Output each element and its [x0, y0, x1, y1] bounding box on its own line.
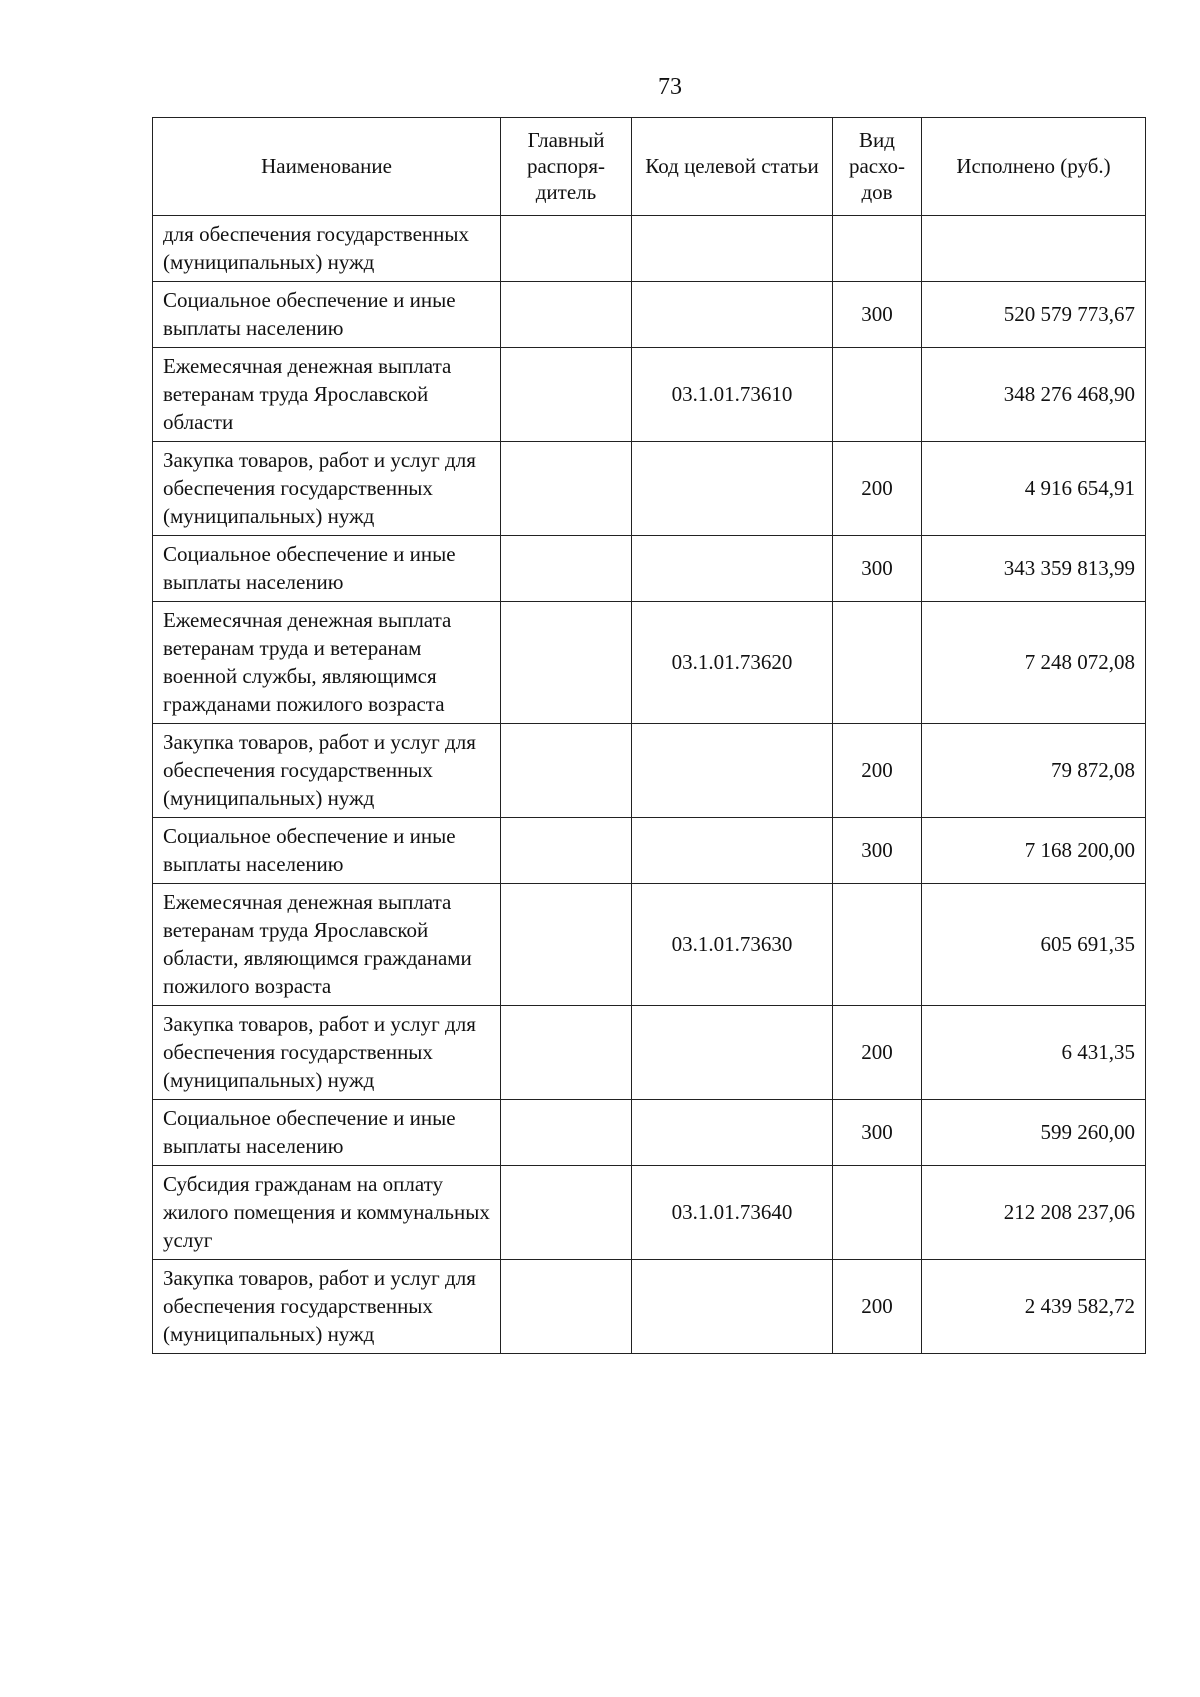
row-code-cell	[632, 216, 833, 282]
row-code-cell	[632, 442, 833, 536]
table-row	[153, 1006, 1146, 1100]
header-target-code: Код целевой статьи	[632, 118, 833, 216]
table-row	[153, 442, 1146, 536]
row-code-cell	[632, 818, 833, 884]
row-code-cell	[632, 1260, 833, 1354]
table-body	[153, 216, 1146, 1354]
row-type-cell: 300	[833, 536, 922, 602]
row-amount-cell: 2 439 582,72	[922, 1260, 1146, 1354]
header-name: Наименование	[153, 118, 501, 216]
row-type-cell	[833, 1166, 922, 1260]
row-manager-cell	[501, 1166, 632, 1260]
row-name-cell: Закупка товаров, работ и услуг для обеспечения государственных (муниципальных) нужд	[153, 442, 501, 536]
row-name-cell: Ежемесячная денежная выплата ветеранам труда Ярославской области	[153, 348, 501, 442]
row-amount-cell: 7 248 072,08	[922, 602, 1146, 724]
row-name-cell: Социальное обеспечение и иные выплаты населению	[153, 818, 501, 884]
row-type-cell	[833, 884, 922, 1006]
row-type-cell: 200	[833, 724, 922, 818]
table-row	[153, 724, 1146, 818]
row-amount-cell: 6 431,35	[922, 1006, 1146, 1100]
table-row	[153, 1260, 1146, 1354]
row-amount-cell	[922, 216, 1146, 282]
row-amount-cell: 4 916 654,91	[922, 442, 1146, 536]
row-name-cell: Ежемесячная денежная выплата ветеранам труда Ярославской области, являющимся гражданами пожилого возраста	[153, 884, 501, 1006]
row-manager-cell	[501, 536, 632, 602]
row-type-cell: 300	[833, 282, 922, 348]
table-row	[153, 536, 1146, 602]
row-type-cell: 200	[833, 1006, 922, 1100]
row-type-cell	[833, 602, 922, 724]
budget-table	[152, 117, 1146, 1354]
row-name-cell: Субсидия гражданам на оплату жилого помещения и коммунальных услуг	[153, 1166, 501, 1260]
row-name-cell: Социальное обеспечение и иные выплаты населению	[153, 536, 501, 602]
row-amount-cell: 605 691,35	[922, 884, 1146, 1006]
header-row	[153, 118, 1146, 216]
row-manager-cell	[501, 818, 632, 884]
row-code-cell: 03.1.01.73630	[632, 884, 833, 1006]
row-amount-cell: 212 208 237,06	[922, 1166, 1146, 1260]
row-name-cell: Закупка товаров, работ и услуг для обеспечения государственных (муниципальных) нужд	[153, 1260, 501, 1354]
header-expense-type: Вид расхо-дов	[833, 118, 922, 216]
table-header	[153, 118, 1146, 216]
table-row	[153, 1166, 1146, 1260]
row-manager-cell	[501, 1006, 632, 1100]
table-row	[153, 348, 1146, 442]
page-number: 73	[658, 74, 682, 100]
row-code-cell	[632, 1100, 833, 1166]
row-code-cell	[632, 724, 833, 818]
row-name-cell: Закупка товаров, работ и услуг для обеспечения государственных (муниципальных) нужд	[153, 724, 501, 818]
row-amount-cell: 348 276 468,90	[922, 348, 1146, 442]
row-code-cell	[632, 282, 833, 348]
row-amount-cell: 520 579 773,67	[922, 282, 1146, 348]
row-manager-cell	[501, 1100, 632, 1166]
row-amount-cell: 599 260,00	[922, 1100, 1146, 1166]
row-name-cell: Ежемесячная денежная выплата ветеранам труда и ветеранам военной службы, являющимся гражданами пожилого возраста	[153, 602, 501, 724]
row-manager-cell	[501, 602, 632, 724]
header-executed: Исполнено (руб.)	[922, 118, 1146, 216]
row-manager-cell	[501, 216, 632, 282]
row-type-cell	[833, 216, 922, 282]
row-amount-cell: 343 359 813,99	[922, 536, 1146, 602]
table-row	[153, 1100, 1146, 1166]
row-manager-cell	[501, 724, 632, 818]
row-name-cell: Социальное обеспечение и иные выплаты населению	[153, 282, 501, 348]
row-code-cell	[632, 1006, 833, 1100]
row-manager-cell	[501, 442, 632, 536]
row-type-cell	[833, 348, 922, 442]
row-type-cell: 200	[833, 442, 922, 536]
row-name-cell: Социальное обеспечение и иные выплаты населению	[153, 1100, 501, 1166]
row-name-cell: Закупка товаров, работ и услуг для обеспечения государственных (муниципальных) нужд	[153, 1006, 501, 1100]
table-row	[153, 216, 1146, 282]
row-amount-cell: 79 872,08	[922, 724, 1146, 818]
table-row	[153, 884, 1146, 1006]
row-code-cell: 03.1.01.73610	[632, 348, 833, 442]
row-manager-cell	[501, 282, 632, 348]
row-name-cell: для обеспечения государственных (муниципальных) нужд	[153, 216, 501, 282]
row-type-cell: 200	[833, 1260, 922, 1354]
row-amount-cell: 7 168 200,00	[922, 818, 1146, 884]
header-chief-manager: Главный распоря-дитель	[501, 118, 632, 216]
row-code-cell: 03.1.01.73620	[632, 602, 833, 724]
table-row	[153, 602, 1146, 724]
row-type-cell: 300	[833, 1100, 922, 1166]
row-code-cell	[632, 536, 833, 602]
row-type-cell: 300	[833, 818, 922, 884]
row-manager-cell	[501, 1260, 632, 1354]
row-manager-cell	[501, 348, 632, 442]
row-manager-cell	[501, 884, 632, 1006]
table-row	[153, 282, 1146, 348]
table-row	[153, 818, 1146, 884]
row-code-cell: 03.1.01.73640	[632, 1166, 833, 1260]
